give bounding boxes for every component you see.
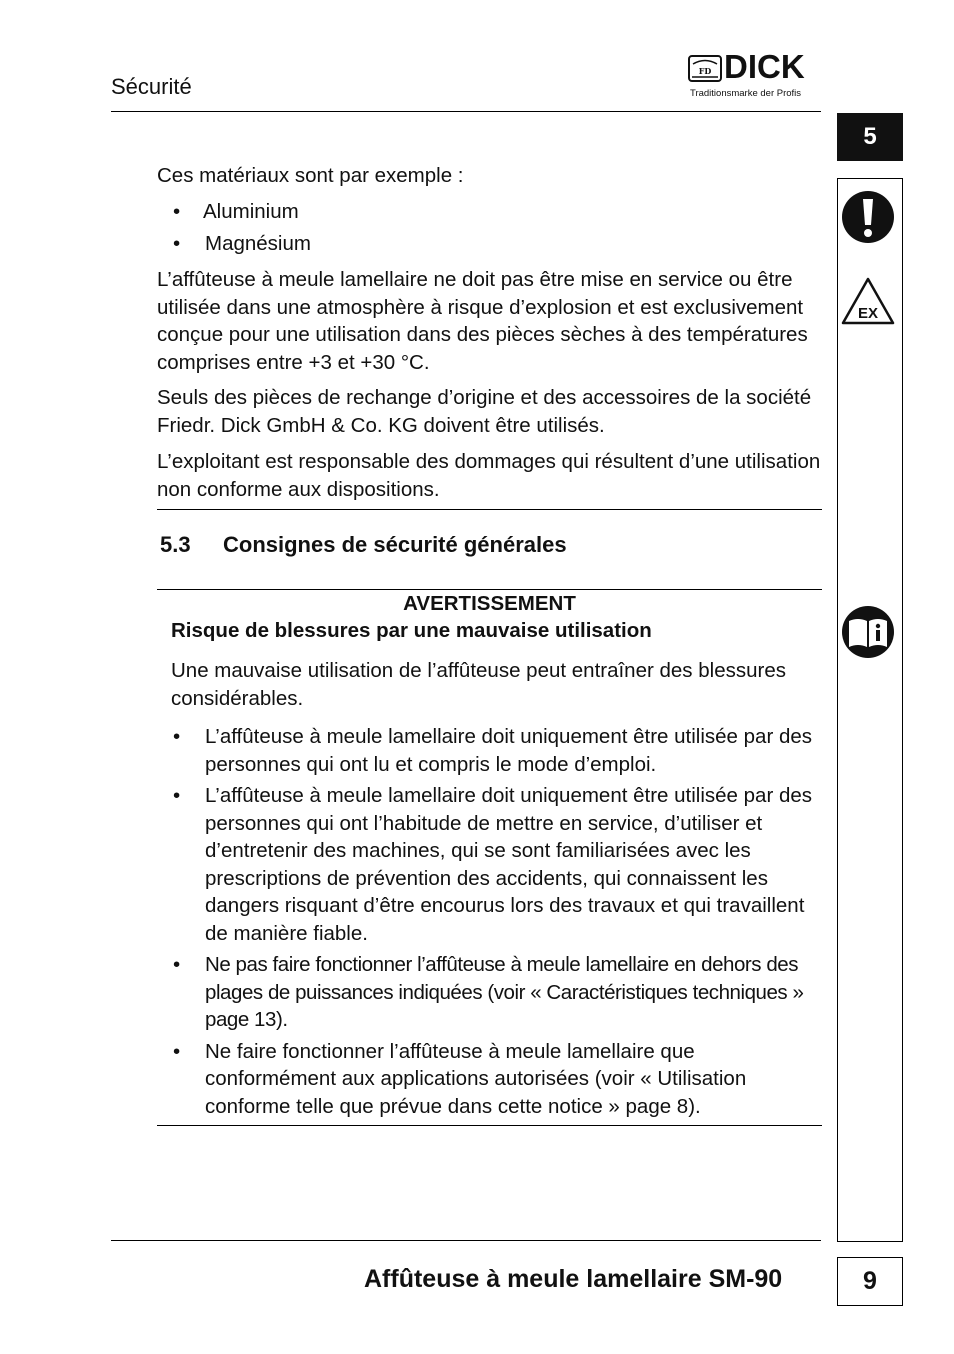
bullet-marker: • <box>173 1039 181 1063</box>
bullet-marker: • <box>173 953 180 976</box>
chapter-tab: 5 <box>837 113 903 161</box>
bullet-marker: • <box>173 784 181 807</box>
section-divider <box>157 509 822 510</box>
paragraph-spare-parts: Seuls des pièces de rechange d’origine et des accessoires de la société Friedr. Dick GmbH & Co. KG doivent être utilisés. <box>157 386 812 437</box>
section-number: 5.3 <box>160 532 191 557</box>
list-item: • Ne faire fonctionner l’affûteuse à meule lamellaire que conformément aux applications autorisées (voir « Utilisation conforme telle que prévue dans cette notice » page 8). <box>157 1038 822 1121</box>
read-manual-info-icon <box>841 605 895 659</box>
logo-brand: DICK <box>724 48 805 85</box>
dick-logo-mark-icon <box>688 55 722 82</box>
page-section-title: Sécurité <box>111 74 192 99</box>
warning-text: Une mauvaise utilisation de l’affûteuse peut entraîner des blessures considérables. <box>171 659 786 710</box>
warning-label: AVERTISSEMENT <box>403 592 576 615</box>
paragraph-explosion: L’affûteuse à meule lamellaire ne doit pas être mise en service ou être utilisée dans une atmosphère à risque d’explosion et est exclusivement conçue pour une utilisation dans des pièces sèches à des températures comprises entre +3 et +30 °C. <box>157 268 808 374</box>
logo-tagline: Traditionsmarke der Profis <box>690 88 802 99</box>
warning-top-rule <box>157 589 822 590</box>
explosion-ex-icon <box>841 276 895 326</box>
logo-mark-text: FD <box>698 66 712 76</box>
paragraph-responsibility: L’exploitant est responsable des dommages qui résultent d’une utilisation non conforme aux dispositions. <box>157 450 821 501</box>
intro-text: Ces matériaux sont par exemple : <box>157 164 464 187</box>
list-item: • L’affûteuse à meule lamellaire doit uniquement être utilisée par des personnes qui ont lu et compris le mode d’emploi. <box>157 723 822 778</box>
list-item: • Magnésium <box>157 230 822 258</box>
header-divider <box>111 111 821 112</box>
warning-subtitle: Risque de blessures par une mauvaise utilisation <box>171 619 652 642</box>
bullet-marker: • <box>173 725 181 748</box>
materials-list <box>157 198 822 226</box>
list-item: • Ne pas faire fonctionner l’affûteuse à meule lamellaire en dehors des plages de puissances indiquées (voir « Caractéristiques techniques » page 13). <box>157 951 822 1034</box>
materials-list-2 <box>157 230 822 258</box>
bullet-marker: • <box>173 200 181 223</box>
warning-bottom-rule <box>157 1125 822 1126</box>
page-number: 9 <box>837 1257 903 1306</box>
footer-title: Affûteuse à meule lamellaire SM-90 <box>364 1265 783 1293</box>
list-item: • Aluminium <box>157 198 822 226</box>
sidebar-frame <box>837 178 903 1242</box>
footer-divider <box>111 1240 821 1241</box>
list-item: • L’affûteuse à meule lamellaire doit uniquement être utilisée par des personnes qui ont l’habitude de mettre en service, d’utiliser et d’entretenir des machines, qui se sont familiarisées avec les prescriptions de prévention des accidents, qui connaissent les dangers risquant d’être encourus lors des travaux et qui travaillent de manière fiable. <box>157 782 822 947</box>
bullet-marker: • <box>173 232 181 255</box>
section-heading <box>160 532 567 558</box>
section-title: Consignes de sécurité générales <box>223 532 567 557</box>
warning-exclamation-icon <box>841 190 895 244</box>
warning-bullets <box>157 723 822 1120</box>
dick-logo <box>688 48 822 102</box>
ex-label: EX <box>857 305 879 322</box>
